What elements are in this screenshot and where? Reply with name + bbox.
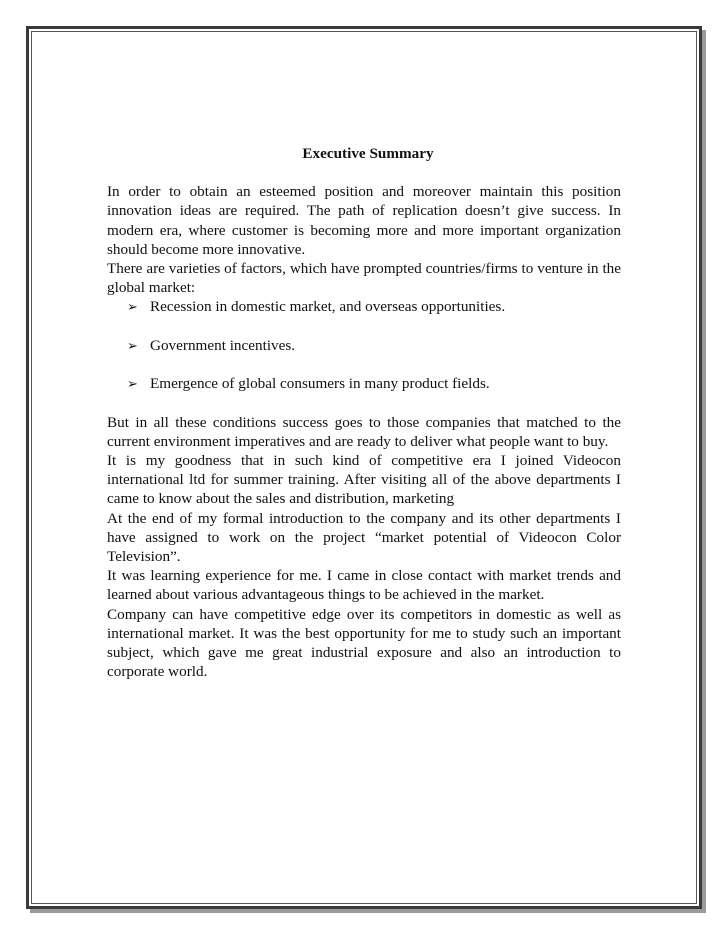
page-title: Executive Summary <box>302 145 434 162</box>
list-item-text: Government incentives. <box>150 336 296 354</box>
paragraph-learning: It was learning experience for me. I came in close contact with market trends and learned about various advantageous things to be achieved in the market. <box>107 567 621 604</box>
list-item <box>107 297 621 316</box>
list-item-text: Emergence of global consumers in many product fields. <box>150 375 490 393</box>
list-item <box>107 374 621 393</box>
list-item-text: Recession in domestic market, and overseas opportunities. <box>150 298 506 316</box>
list-item <box>107 336 621 355</box>
paragraph-factors: There are varieties of factors, which have prompted countries/firms to venture in the global market: <box>107 260 621 297</box>
factor-list <box>107 297 621 393</box>
arrow-bullet-icon: ➢ <box>127 299 138 315</box>
arrow-bullet-icon: ➢ <box>127 337 138 353</box>
page-border-shadow-bottom <box>30 909 706 913</box>
paragraph-project: At the end of my formal introduction to the company and its other departments I have assigned to work on the project “market potential of Videocon Color Television”. <box>107 509 621 566</box>
paragraph-joined-videocon: It is my goodness that in such kind of competitive era I joined Videocon international ltd for summer training. After visiting all of the above departments I came to know about the sales and distribution, marketing <box>107 452 621 508</box>
document-body <box>107 144 621 681</box>
paragraph-competitive-edge: Company can have competitive edge over its competitors in domestic as well as international market. It was the best opportunity for me to study such an important subject, which gave me great industrial exposure and also an introduction to corporate world. <box>107 605 621 681</box>
page-border-shadow-right <box>702 30 706 913</box>
paragraph-conditions: But in all these conditions success goes to those companies that matched to the current environment imperatives and are ready to deliver what people want to buy. <box>107 413 621 450</box>
paragraph-intro: In order to obtain an esteemed position and moreover maintain this position innovation ideas are required. The path of replication doesn’t give success. In modern era, where customer is becoming more and more important organization should become more innovative. <box>107 183 621 258</box>
arrow-bullet-icon: ➢ <box>127 376 138 392</box>
